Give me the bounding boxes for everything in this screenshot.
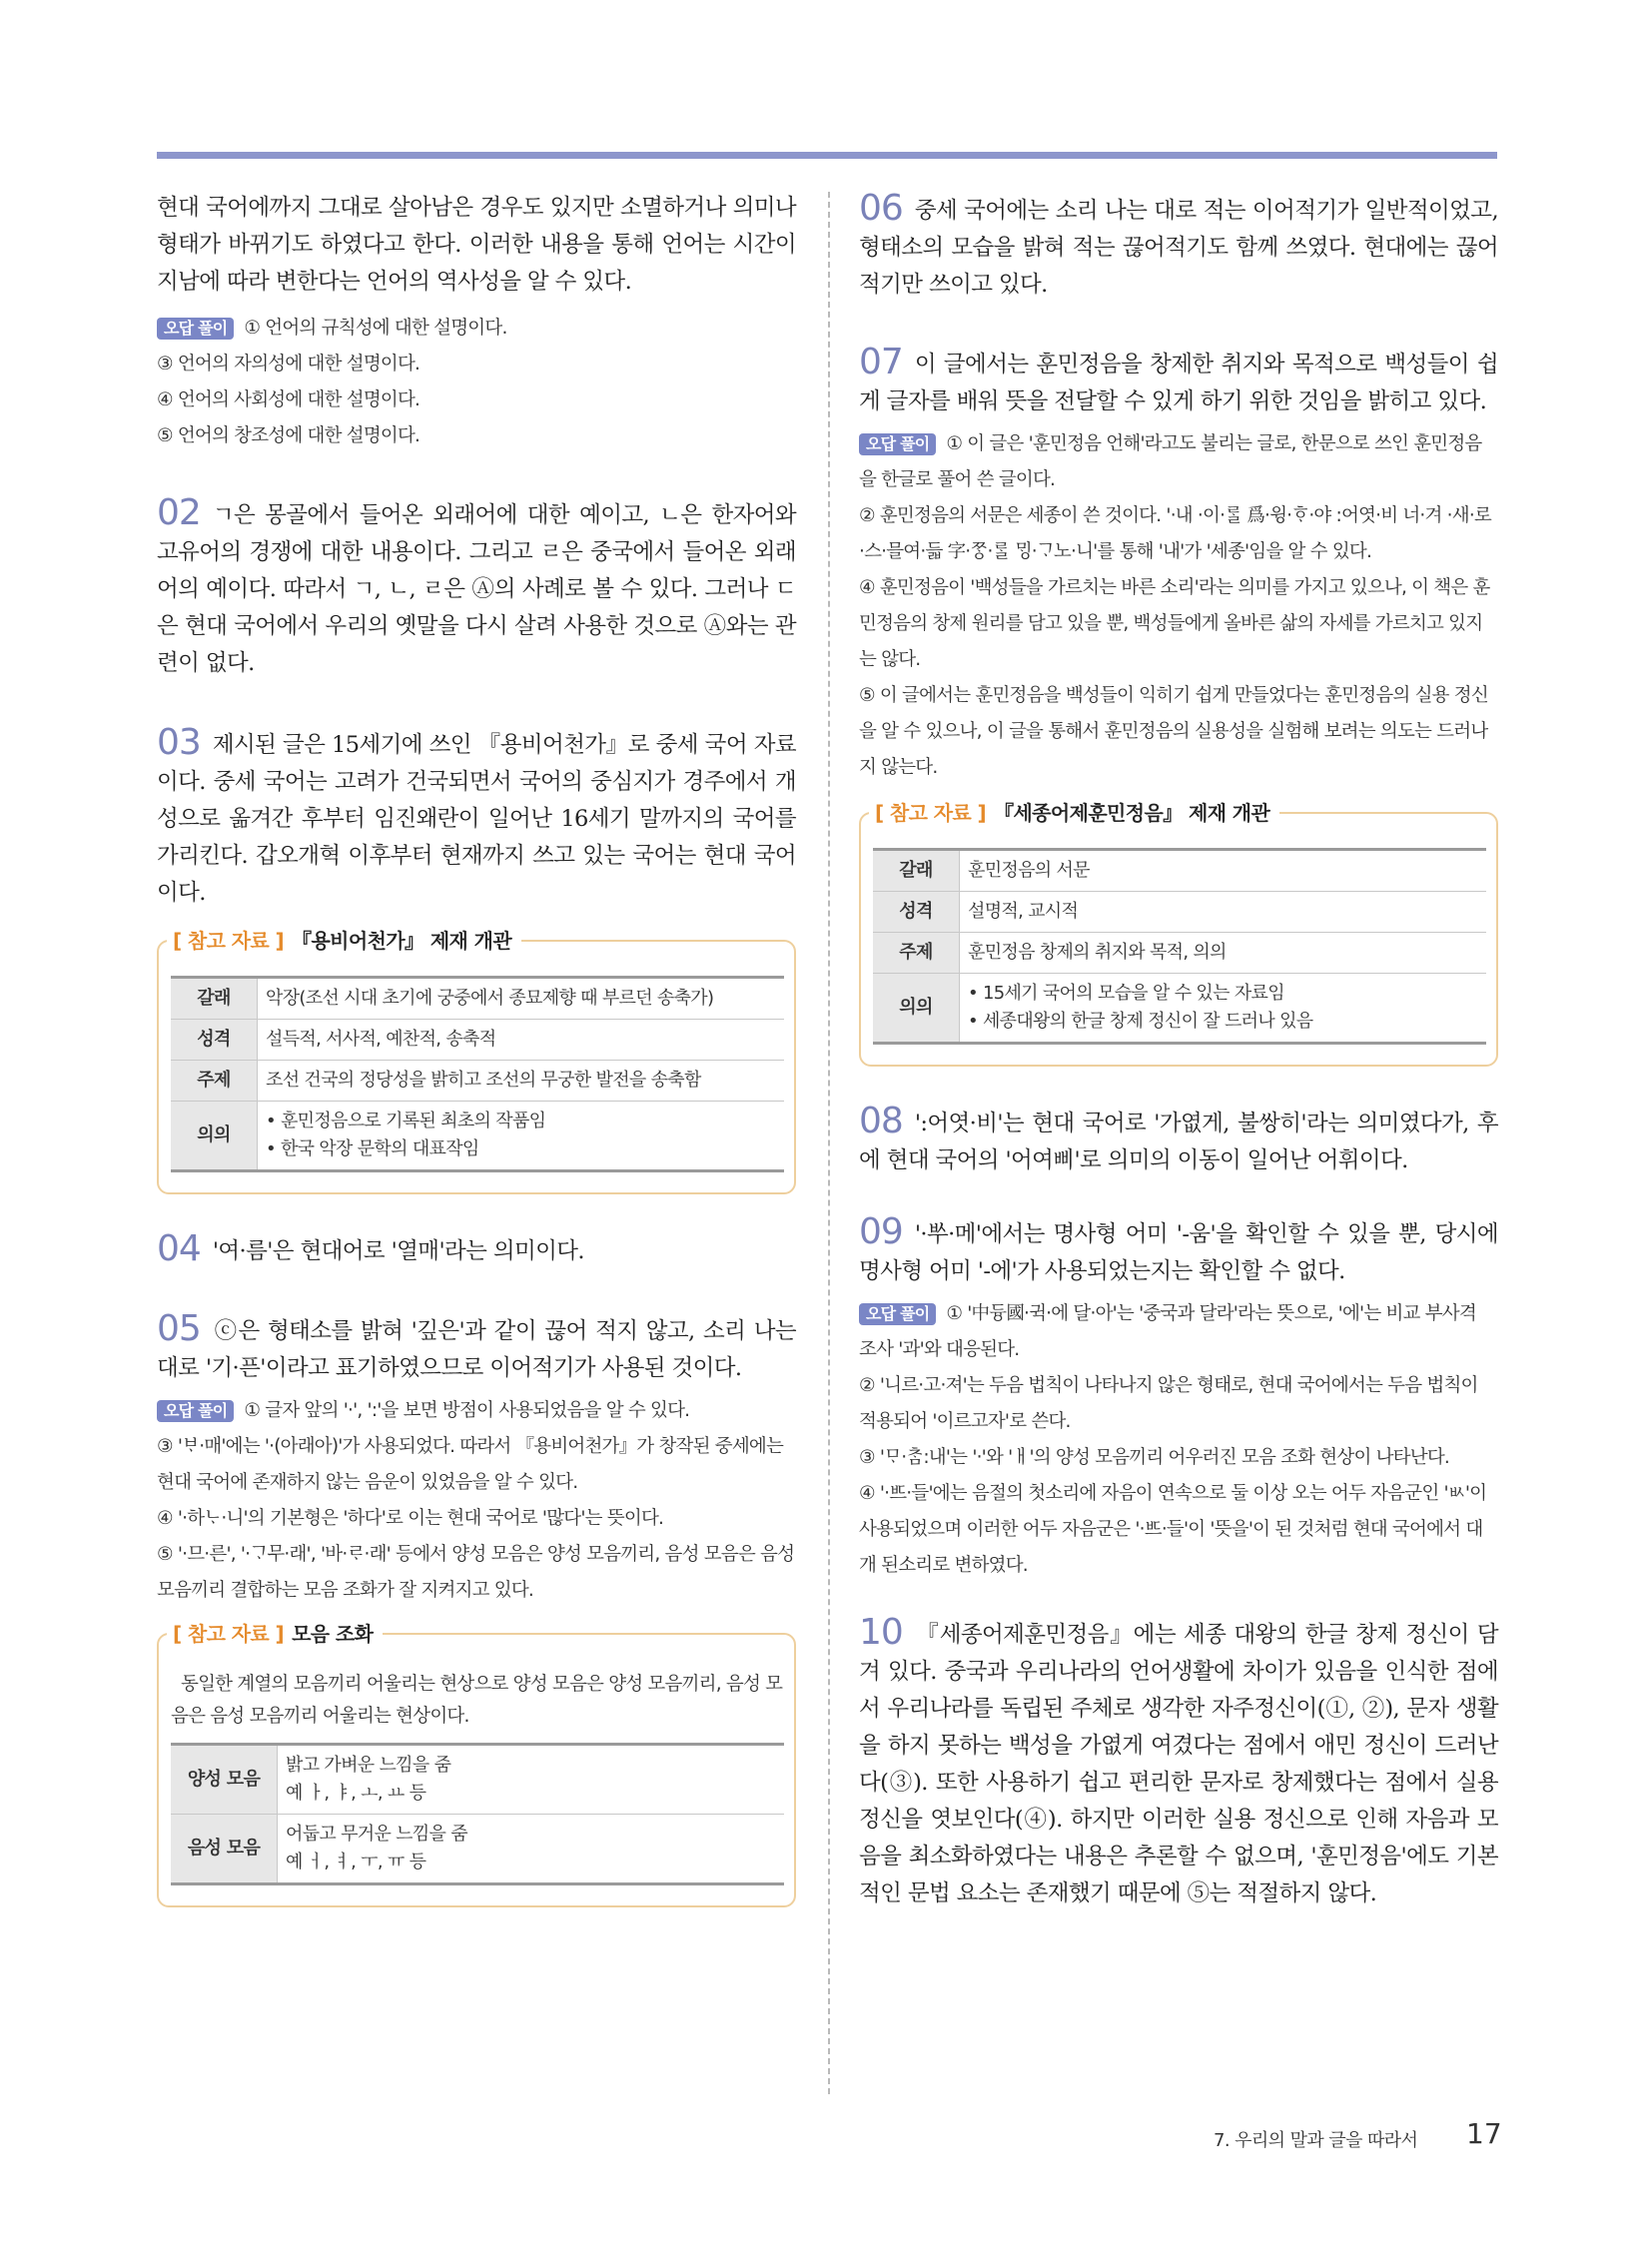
- question-03: 03 제시된 글은 15세기에 쓰인 『용비어천가』로 중세 국어 자료이다. 중세 국어는 고려가 건국되면서 국어의 중심지가 경주에서 개성으로 옮겨간 후부터 임진왜란이 일어난 16세기 말까지의 국어를 가리킨다. 갑오개혁 이후부터 현재까지 쓰고 있는 국어는 현대 국어이다.: [157, 722, 796, 906]
- table-row: 성격 설명적, 교시적: [873, 892, 1486, 933]
- question-number: 06: [859, 188, 903, 229]
- reference-description: 동일한 계열의 모음끼리 어울리는 현상으로 양성 모음은 양성 모음끼리, 음성 모음은 음성 모음끼리 어울리는 현상이다.: [171, 1674, 783, 1727]
- question-08: 08 ':어엿·비'는 현대 국어로 '가엾게, 불쌍히'라는 의미였다가, 후에 현대 국어의 '어여삐'로 의미의 이동이 일어난 어휘이다.: [859, 1101, 1498, 1173]
- question-05: 05 ⓒ은 형태소를 밝혀 '깊은'과 같이 끊어 적지 않고, 소리 나는 대로 '기·픈'이라고 표기하였으므로 이어적기가 사용된 것이다.: [157, 1308, 796, 1381]
- q07-notes: [859, 426, 1498, 786]
- question-04: 04 '여·름'은 현대어로 '열매'라는 의미이다.: [157, 1228, 584, 1269]
- question-09: 09 '·ᄡᅮ·메'에서는 명사형 어미 '-움'을 확인할 수 있을 뿐, 당시에 명사형 어미 '-에'가 사용되었는지는 확인할 수 없다.: [859, 1211, 1498, 1284]
- note-line: ② 훈민정음의 서문은 세종이 쓴 것이다. '·내 ·이·ᄅᆞᆯ 爲·윙·ᄒᆞ·야 :어엿·비 너·겨 ·새·로 ·스·믈여·듧 字·ᄍᆞᆼ·ᄅᆞᆯ ᄆᆡᆼ·ᄀᆞ노·니'를 통해 '내'가 '세종'임을 알 수 있다.: [859, 505, 1491, 562]
- question-07: 07 이 글에서는 훈민정음을 창제한 취지와 목적으로 백성들이 쉽게 글자를 배워 뜻을 전달할 수 있게 하기 위한 것임을 밝히고 있다.: [859, 342, 1498, 414]
- question-number: 07: [859, 342, 903, 382]
- note-line: 오답 풀이 ① '中듕國·귁·에 달·아'는 '중국과 달라'라는 뜻으로, '에'는 비교 부사격 조사 '과'와 대응된다.: [859, 1303, 1476, 1360]
- question-number: 04: [157, 1228, 201, 1269]
- note-line: ⑤ 이 글에서는 훈민정음을 백성들이 익히기 쉽게 만들었다는 훈민정음의 실용 정신을 알 수 있으나, 이 글을 통해서 훈민정음의 실용성을 실험해 보려는 의도는 드러나지 않는다.: [859, 685, 1488, 778]
- top-rule: [157, 152, 1497, 159]
- table-row: 주제 조선 건국의 정당성을 밝히고 조선의 무궁한 발전을 송축함: [171, 1061, 784, 1102]
- table-row: 갈래 훈민정음의 서문: [873, 850, 1486, 892]
- question-06: 06 중세 국어에는 소리 나는 대로 적는 이어적기가 일반적이었고, 형태소의 모습을 밝혀 적는 끊어적기도 함께 쓰였다. 현대에는 끊어적기만 쓰이고 있다.: [859, 188, 1498, 298]
- table-row: 갈래 악장(조선 시대 초기에 궁중에서 종묘제향 때 부르던 송축가): [171, 978, 784, 1020]
- wrong-answer-badge: 오답 풀이: [157, 1400, 234, 1422]
- question-number: 09: [859, 1211, 903, 1252]
- note-line: 오답 풀이 ① 글자 앞의 '·', ':'을 보면 방점이 사용되었음을 알 수 있다.: [157, 1393, 796, 1429]
- left-column: [157, 190, 796, 1907]
- table-row: 양성 모음 밝고 가벼운 느낌을 줌 예 ㅏ, ㅑ, ㅗ, ㅛ 등: [171, 1745, 784, 1815]
- reference-title: [ 참고 자료 ] 『세종어제훈민정음』 제재 개관: [869, 797, 1279, 826]
- question-02: 02 ㄱ은 몽골에서 들어온 외래어에 대한 예이고, ㄴ은 한자어와 고유어의 경쟁에 대한 내용이다. 그리고 ㄹ은 중국에서 들어온 외래어의 예이다. 따라서 ㄱ, ㄴ, ㄹ은 Ⓐ의 사례로 볼 수 있다. 그러나 ㄷ은 현대 국어에서 우리의 옛말을 다시 살려 사용한 것으로 Ⓐ와는 관련이 없다.: [157, 492, 796, 676]
- column-divider: [828, 192, 830, 2094]
- note-line: ④ '·ᄠᅳ·들'에는 음절의 첫소리에 자음이 연속으로 둘 이상 오는 어두 자음군인 'ㅄ'이 사용되었으며 이러한 어두 자음군은 '·ᄠᅳ·들'이 '뜻을'이 된 것처럼 현대 국어에서 대개 된소리로 변하였다.: [859, 1483, 1487, 1576]
- question-number: 08: [859, 1101, 903, 1141]
- wrong-answer-badge: 오답 풀이: [157, 318, 234, 340]
- table-row: 성격 설득적, 서사적, 예찬적, 송축적: [171, 1020, 784, 1061]
- wrong-answer-badge: 오답 풀이: [859, 1303, 936, 1325]
- wrong-answer-badge: 오답 풀이: [859, 433, 936, 455]
- note-line: ③ 'ᄇᆞ·매'에는 '·(아래아)'가 사용되었다. 따라서 『용비어천가』가 창작된 중세에는 현대 국어에 존재하지 않는 음운이 있었음을 알 수 있다.: [157, 1436, 784, 1493]
- note-line: ⑤ '·므·른', '·ᄀᆞ무·래', '바·ᄅᆞ·래' 등에서 양성 모음은 양성 모음끼리, 음성 모음은 음성 모음끼리 결합하는 모음 조화가 잘 지켜지고 있다.: [157, 1544, 795, 1601]
- reference-title: [ 참고 자료 ] 『용비어천가』 제재 개관: [167, 925, 521, 954]
- note-line: ③ 언어의 자의성에 대한 설명이다.: [157, 354, 420, 374]
- question-number: 03: [157, 722, 201, 763]
- reference-box-vowel-harmony: [157, 1622, 796, 1907]
- q09-notes: [859, 1296, 1498, 1584]
- right-column: [859, 190, 1498, 1912]
- intro-text: 현대 국어에까지 그대로 살아남은 경우도 있지만 소멸하거나 의미나 형태가 바뀌기도 하였다고 한다. 이러한 내용을 통해 언어는 시간이 지남에 따라 변한다는 언어의 역사성을 알 수 있다.: [157, 195, 796, 295]
- note-line: ④ 언어의 사회성에 대한 설명이다.: [157, 389, 420, 410]
- q05-notes: [157, 1393, 796, 1609]
- note-line: ④ 훈민정음이 '백성들을 가르치는 바른 소리'라는 의미를 가지고 있으나, 이 책은 훈민정음의 창제 원리를 담고 있을 뿐, 백성들에게 올바른 삶의 자세를 가르치고 있지는 않다.: [859, 577, 1490, 670]
- reference-table: [171, 1743, 784, 1885]
- note-line: 오답 풀이 ① 언어의 규칙성에 대한 설명이다.: [157, 311, 796, 347]
- reference-box-yongbi: [157, 929, 796, 1194]
- table-row: 음성 모음 어둡고 무거운 느낌을 줌 예 ㅓ, ㅕ, ㅜ, ㅠ 등: [171, 1815, 784, 1884]
- reference-table: [171, 976, 784, 1172]
- table-row: 의의 • 15세기 국어의 모습을 알 수 있는 자료임 • 세종대왕의 한글 창제 정신이 잘 드러나 있음: [873, 974, 1486, 1044]
- note-line: ⑤ 언어의 창조성에 대한 설명이다.: [157, 425, 420, 446]
- table-row: 주제 훈민정음 창제의 취지와 목적, 의의: [873, 933, 1486, 974]
- note-line: ④ '·하ᄂᆞ·니'의 기본형은 '하다'로 이는 현대 국어로 '많다'는 뜻이다.: [157, 1508, 664, 1529]
- note-line: 오답 풀이 ① 이 글은 '훈민정음 언해'라고도 불리는 글로, 한문으로 쓰인 훈민정음을 한글로 풀어 쓴 글이다.: [859, 433, 1482, 490]
- intro-notes: [157, 311, 796, 454]
- reference-title: [ 참고 자료 ] 모음 조화: [167, 1618, 383, 1647]
- question-number: 05: [157, 1308, 201, 1349]
- reference-table: [873, 848, 1486, 1045]
- note-line: ② '니르·고·져'는 두음 법칙이 나타나지 않은 형태로, 현대 국어에서는 두음 법칙이 적용되어 '이르고자'로 쓴다.: [859, 1375, 1478, 1432]
- question-number: 02: [157, 492, 201, 533]
- page-number: 17: [1466, 2117, 1502, 2150]
- question-number: 10: [859, 1612, 903, 1653]
- reference-box-hunminjeongeum: [859, 801, 1498, 1067]
- note-line: ③ 'ᄆᆞ·ᄎᆞᆷ:내'는 '·'와 'ㅐ'의 양성 모음끼리 어우러진 모음 조화 현상이 나타난다.: [859, 1447, 1449, 1468]
- chapter-footer: 7. 우리의 말과 글을 따라서: [1214, 2130, 1418, 2151]
- question-10: 10 『세종어제훈민정음』에는 세종 대왕의 한글 창제 정신이 담겨 있다. 중국과 우리나라의 언어생활에 차이가 있음을 인식한 점에서 우리나라를 독립된 주체로 생각한 자주정신이(①, ②), 문자 생활을 하지 못하는 백성을 가엾게 여겼다는 점에서 애민 정신이 드러난다(③). 또한 사용하기 쉽고 편리한 문자로 창제했다는 점에서 실용 정신을 엿보인다(④). 하지만 이러한 실용 정신으로 인해 자음과 모음을 최소화하였다는 내용은 추론할 수 없으며, '훈민정음'에도 기본적인 문법 요소는 존재했기 때문에 ⑤는 적절하지 않다.: [859, 1612, 1498, 1906]
- table-row: 의의 • 훈민정음으로 기록된 최초의 작품임 • 한국 악장 문학의 대표작임: [171, 1102, 784, 1171]
